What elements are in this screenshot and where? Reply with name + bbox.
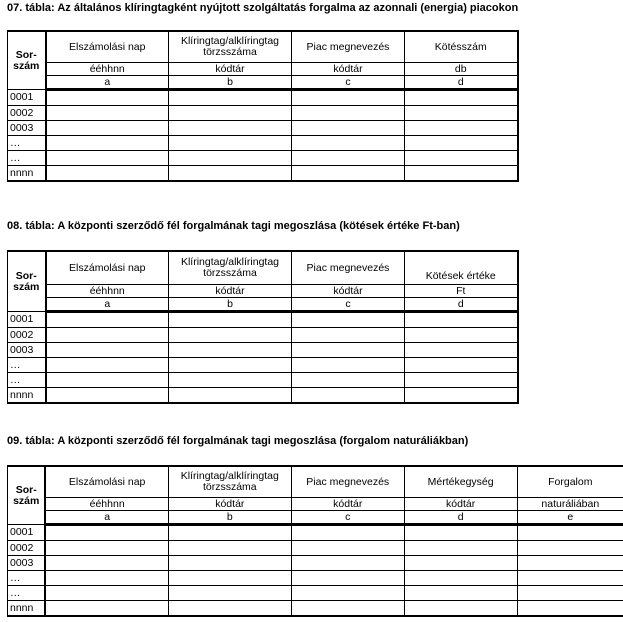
code-cell: a xyxy=(45,511,168,525)
col-header-elszamolasi-nap: Elszámolási nap xyxy=(46,31,169,63)
col-header-mertekegyseg: Mértékegység xyxy=(404,466,517,498)
code-cell: b xyxy=(168,511,291,525)
table-09-title: 09. tábla: A központi szerződő fél forgalmának tagi megoszlása (forgalom naturáliákban) xyxy=(7,435,469,447)
data-cell[interactable] xyxy=(46,312,169,328)
row-number: … xyxy=(8,586,46,601)
sorszam-line2: szám xyxy=(13,280,40,293)
sorszam-header xyxy=(8,31,46,90)
data-cell[interactable] xyxy=(404,586,517,601)
data-cell[interactable] xyxy=(45,586,168,601)
data-cell[interactable] xyxy=(46,136,169,151)
data-cell[interactable] xyxy=(45,525,168,541)
code-cell: a xyxy=(46,298,169,312)
data-cell[interactable] xyxy=(405,106,518,121)
row-number: 0002 xyxy=(8,328,46,343)
code-cell: c xyxy=(292,298,405,312)
data-cell[interactable] xyxy=(46,90,169,106)
data-cell[interactable] xyxy=(405,166,518,182)
row-number: 0003 xyxy=(8,343,46,358)
data-cell[interactable] xyxy=(45,571,168,586)
data-cell[interactable] xyxy=(46,106,169,121)
data-cell[interactable] xyxy=(404,571,517,586)
data-cell[interactable] xyxy=(517,525,623,541)
data-cell[interactable] xyxy=(291,556,404,571)
col-header-piac: Piac megnevezés xyxy=(291,466,404,498)
data-cell[interactable] xyxy=(404,525,517,541)
data-cell[interactable] xyxy=(169,121,292,136)
data-cell[interactable] xyxy=(292,166,405,182)
data-cell[interactable] xyxy=(292,90,405,106)
row-number: … xyxy=(8,136,46,151)
data-cell[interactable] xyxy=(291,586,404,601)
data-cell[interactable] xyxy=(46,328,169,343)
data-cell[interactable] xyxy=(405,121,518,136)
data-cell[interactable] xyxy=(292,106,405,121)
row-number: … xyxy=(8,571,46,586)
sorszam-header xyxy=(8,466,46,525)
data-cell[interactable] xyxy=(291,601,404,617)
sorszam-line1: Sor- xyxy=(15,483,37,496)
row-number: 0002 xyxy=(8,106,46,121)
data-cell[interactable] xyxy=(168,525,291,541)
unit-cell: kódtár xyxy=(168,498,291,511)
data-cell[interactable] xyxy=(169,328,292,343)
data-cell[interactable] xyxy=(405,358,518,373)
unit-cell: kódtár xyxy=(169,285,292,298)
data-cell[interactable] xyxy=(292,151,405,166)
data-cell[interactable] xyxy=(292,136,405,151)
data-cell[interactable] xyxy=(169,358,292,373)
row-number: 0001 xyxy=(8,525,46,541)
code-cell: d xyxy=(405,76,518,90)
table-07-title: 07. tábla: Az általános klíringtagként nyújtott szolgáltatás forgalma az azonnali (energia) piacokon xyxy=(7,2,519,14)
col-header-kotesek-erteke: Kötések értéke xyxy=(405,251,518,285)
row-number: nnnn xyxy=(8,388,46,404)
data-cell[interactable] xyxy=(46,373,169,388)
col-header-forgalom: Forgalom xyxy=(517,466,623,498)
row-number: … xyxy=(8,373,46,388)
data-cell[interactable] xyxy=(405,373,518,388)
data-cell[interactable] xyxy=(517,571,623,586)
data-cell[interactable] xyxy=(405,343,518,358)
code-cell: b xyxy=(169,76,292,90)
code-cell: d xyxy=(404,511,517,525)
data-cell[interactable] xyxy=(169,90,292,106)
sorszam-line1: Sor- xyxy=(15,269,37,282)
data-cell[interactable] xyxy=(46,151,169,166)
data-cell[interactable] xyxy=(168,586,291,601)
data-cell[interactable] xyxy=(169,388,292,404)
table-07 xyxy=(7,30,519,182)
data-cell[interactable] xyxy=(292,388,405,404)
data-cell[interactable] xyxy=(517,601,623,617)
unit-cell: kódtár xyxy=(292,63,405,76)
code-cell: c xyxy=(291,511,404,525)
col-header-kotesszam: Kötésszám xyxy=(405,31,518,63)
unit-cell: kódtár xyxy=(292,285,405,298)
code-cell: b xyxy=(169,298,292,312)
table-08-title: 08. tábla: A központi szerződő fél forgalmának tagi megoszlása (kötések értéke Ft-ban) xyxy=(7,220,460,232)
code-cell: c xyxy=(292,76,405,90)
data-cell[interactable] xyxy=(292,373,405,388)
data-cell[interactable] xyxy=(169,343,292,358)
row-number: … xyxy=(8,151,46,166)
data-cell[interactable] xyxy=(168,571,291,586)
data-cell[interactable] xyxy=(46,388,169,404)
row-number: … xyxy=(8,358,46,373)
data-cell[interactable] xyxy=(292,343,405,358)
unit-cell: ééhhnn xyxy=(45,498,168,511)
data-cell[interactable] xyxy=(405,136,518,151)
data-cell[interactable] xyxy=(45,541,168,556)
data-cell[interactable] xyxy=(45,556,168,571)
data-cell[interactable] xyxy=(405,328,518,343)
code-cell: a xyxy=(46,76,169,90)
data-cell[interactable] xyxy=(46,358,169,373)
row-number: 0001 xyxy=(8,90,46,106)
data-cell[interactable] xyxy=(46,121,169,136)
data-cell[interactable] xyxy=(169,136,292,151)
data-cell[interactable] xyxy=(405,151,518,166)
data-cell[interactable] xyxy=(517,586,623,601)
data-cell[interactable] xyxy=(405,312,518,328)
data-cell[interactable] xyxy=(292,358,405,373)
table-09 xyxy=(7,465,623,617)
data-cell[interactable] xyxy=(291,571,404,586)
col-header-kliringtag: Klíringtag/alklíringtag törzsszáma xyxy=(169,31,292,63)
data-cell[interactable] xyxy=(168,601,291,617)
table-08 xyxy=(7,250,519,404)
data-cell[interactable] xyxy=(168,541,291,556)
data-cell[interactable] xyxy=(169,373,292,388)
row-number: 0003 xyxy=(8,121,46,136)
data-cell[interactable] xyxy=(291,525,404,541)
data-cell[interactable] xyxy=(169,312,292,328)
sorszam-line1: Sor- xyxy=(15,48,37,61)
row-number: 0002 xyxy=(8,541,46,556)
unit-cell: naturáliában xyxy=(517,498,623,511)
data-cell[interactable] xyxy=(517,556,623,571)
col-header-kliringtag: Klíringtag/alklíringtag törzsszáma xyxy=(168,466,291,498)
data-cell[interactable] xyxy=(405,90,518,106)
col-header-elszamolasi-nap: Elszámolási nap xyxy=(45,466,168,498)
data-cell[interactable] xyxy=(45,601,168,617)
data-cell[interactable] xyxy=(169,166,292,182)
data-cell[interactable] xyxy=(404,541,517,556)
data-cell[interactable] xyxy=(291,541,404,556)
unit-cell: kódtár xyxy=(169,63,292,76)
unit-cell: db xyxy=(405,63,518,76)
data-cell[interactable] xyxy=(169,106,292,121)
sorszam-line2: szám xyxy=(13,59,40,72)
col-header-piac: Piac megnevezés xyxy=(292,31,405,63)
data-cell[interactable] xyxy=(46,343,169,358)
col-header-kliringtag: Klíringtag/alklíringtag törzsszáma xyxy=(169,251,292,285)
col-header-piac: Piac megnevezés xyxy=(292,251,405,285)
data-cell[interactable] xyxy=(404,556,517,571)
row-number: nnnn xyxy=(8,601,46,617)
row-number: 0003 xyxy=(8,556,46,571)
sorszam-header xyxy=(8,251,46,312)
data-cell[interactable] xyxy=(517,541,623,556)
unit-cell: Ft xyxy=(405,285,518,298)
col-header-elszamolasi-nap: Elszámolási nap xyxy=(46,251,169,285)
unit-cell: ééhhnn xyxy=(46,63,169,76)
data-cell[interactable] xyxy=(46,166,169,182)
data-cell[interactable] xyxy=(292,328,405,343)
data-cell[interactable] xyxy=(405,388,518,404)
row-number: nnnn xyxy=(8,166,46,182)
data-cell[interactable] xyxy=(292,121,405,136)
unit-cell: ééhhnn xyxy=(46,285,169,298)
row-number: 0001 xyxy=(8,312,46,328)
data-cell[interactable] xyxy=(169,151,292,166)
data-cell[interactable] xyxy=(168,556,291,571)
code-cell: e xyxy=(517,511,623,525)
unit-cell: kódtár xyxy=(291,498,404,511)
data-cell[interactable] xyxy=(404,601,517,617)
code-cell: d xyxy=(405,298,518,312)
data-cell[interactable] xyxy=(292,312,405,328)
unit-cell: kódtár xyxy=(404,498,517,511)
sorszam-line2: szám xyxy=(13,494,40,507)
